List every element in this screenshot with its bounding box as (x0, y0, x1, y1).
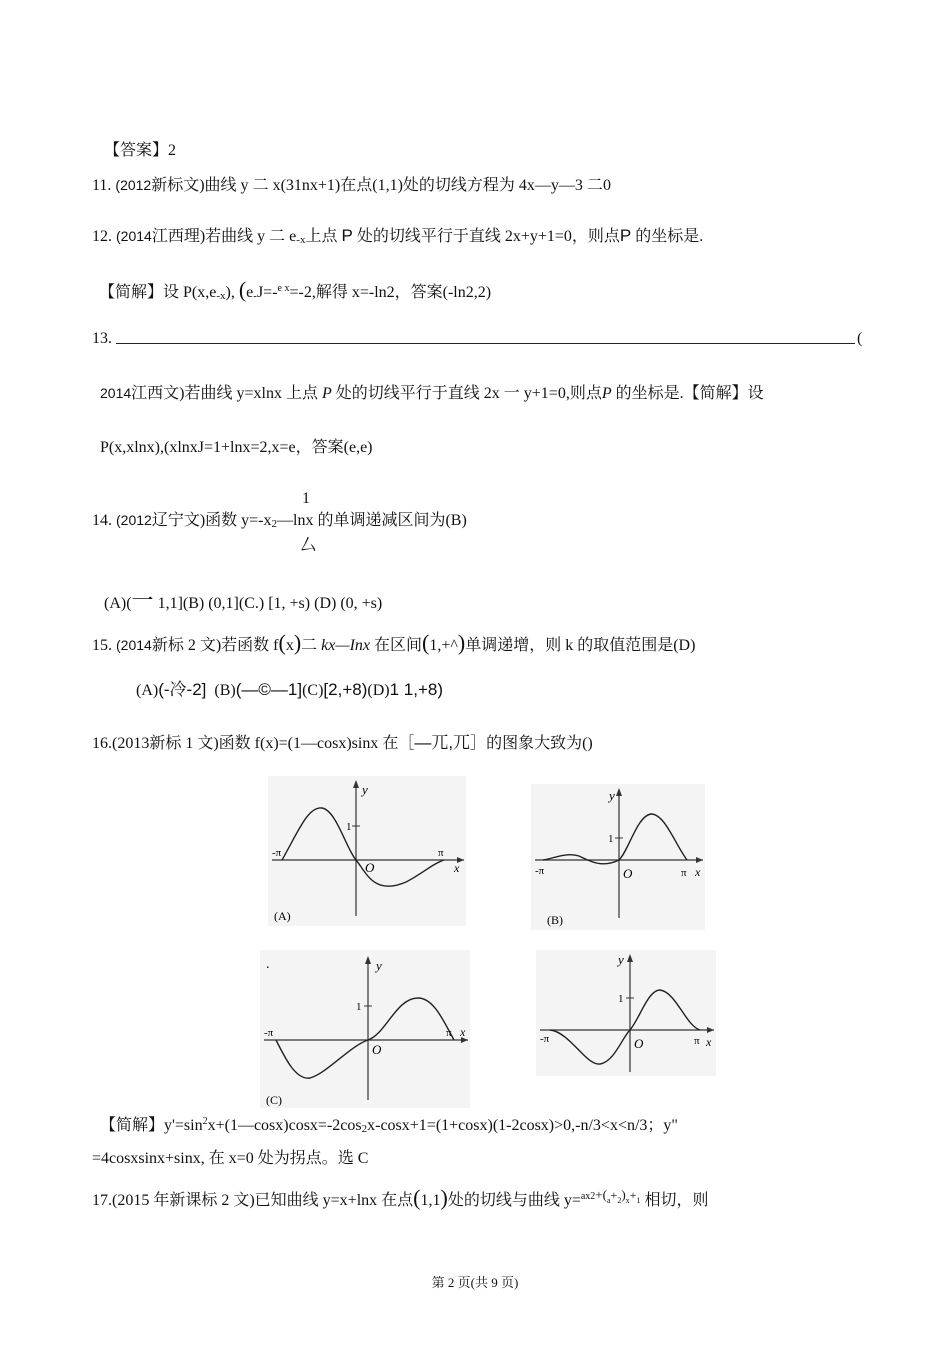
x-label: x (460, 1025, 466, 1039)
x-label: x (706, 1035, 712, 1049)
question-16: 16.(2013新标 1 文)函数 f(x)=(1—cosx)sinx 在［—兀,兀］的图象大致为() (92, 733, 593, 752)
fraction-numerator: 1 (302, 490, 310, 507)
curve (282, 808, 444, 886)
one-label: 1 (618, 993, 624, 1005)
y-label: y (618, 952, 624, 967)
neg-pi-label: -π (535, 865, 545, 877)
x-arrow (707, 1027, 714, 1033)
question-12: 12. (2014江西理)若曲线 y 二 e-x上点 P 处的切线平行于直线 2x+y+1=0，则点P 的坐标是. (92, 226, 704, 246)
y-label: y (362, 782, 368, 797)
curve (550, 990, 700, 1064)
question-15-options: (A)(-冷-2] (B)(—©—1](C)[2,+8)(D)1 1,+8) (136, 680, 443, 699)
caption-b: (B) (547, 913, 563, 927)
curve (276, 998, 454, 1078)
pi-label: π (694, 1035, 700, 1047)
question-13-number: 13. (92, 330, 112, 347)
curve (543, 814, 687, 864)
answer-prev: 【答案】2 (104, 142, 177, 159)
y-arrow (627, 954, 633, 962)
question-14-options: (A)(一 1,1](B) (0,1](C.) [1, +s) (D) (0, +s) (104, 588, 383, 613)
question-15: 15. (2014新标 2 文)若函数 f(x)二 kx—Inx 在区间(1,+^)单调递增，则 k 的取值范围是(D) (92, 630, 696, 655)
pi-label: π (438, 847, 444, 859)
page-footer: 第 2 页(共 9 页) (431, 1275, 519, 1290)
neg-pi-label: -π (272, 847, 282, 859)
x-label: x (454, 861, 460, 875)
fraction-denominator: 厶 (300, 537, 317, 554)
graph-d (536, 950, 716, 1076)
y-arrow (365, 956, 371, 964)
y-label: y (609, 788, 615, 803)
x-arrow (696, 857, 703, 863)
graph-a (268, 776, 466, 926)
question-17: 17.(2015 年新课标 2 文)已知曲线 y=x+lnx 在点(1,1)处的切线与曲线 y=$^{ax2+(a+2)x+1}$ 相切，则 (92, 1185, 709, 1210)
neg-pi-label: -π (540, 1033, 550, 1045)
solution-16: 【简解】$y'=\sin^2x+(1—\cos x)\cos x=-2\cos 2x-\cos x+1=(1+\cos x)(1-2\cos x)>0,-n/3<x<n/3$；y" (100, 1116, 678, 1135)
solution-13: P(x,xlnx),(xlnxJ=1+lnx=2,x=e，答案(e,e) (100, 439, 373, 456)
graph-c (260, 950, 470, 1108)
origin-label: O (623, 866, 633, 881)
one-label: 1 (346, 821, 352, 833)
blank-line (116, 343, 855, 344)
y-label: y (376, 958, 382, 973)
solution-12: 【简解】设 P(x,e-x), (e-J=-$^{e x}$=-2,解得 x=-ln2，答案(-ln2,2) (99, 277, 492, 302)
x-label: x (695, 865, 701, 879)
y-arrow (616, 788, 622, 796)
y-arrow (353, 780, 359, 788)
graph-b (531, 784, 705, 930)
solution-16-line2: =4cosxsinx+sinx, 在 x=0 处为拐点。选 C (92, 1150, 369, 1167)
question-14: 14. (2012辽宁文)函数 y=-x2—lnx 的单调递减区间为(B) (92, 512, 467, 530)
caption-a: (A) (274, 909, 291, 923)
neg-pi-label: -π (264, 1027, 274, 1039)
question-13-open-paren: ( (857, 330, 863, 347)
pi-label: π (446, 1027, 452, 1039)
origin-label: O (634, 1036, 644, 1051)
one-label: 1 (608, 833, 614, 845)
pi-label: π (681, 867, 687, 879)
question-11: 11. (2012新标文)曲线 y 二 x(31nx+1)在点(1,1)处的切线方程为 4x—y—3 二0 (92, 177, 611, 194)
question-13: 2014江西文)若曲线 y=xlnx 上点 P 处的切线平行于直线 2x 一 y+1=0,则点P 的坐标是.【简解】设 (100, 385, 764, 402)
origin-label: O (365, 860, 375, 875)
one-label: 1 (356, 1001, 362, 1013)
caption-c: (C) (266, 1093, 282, 1107)
dot-mark: . (266, 957, 270, 972)
origin-label: O (372, 1042, 382, 1057)
